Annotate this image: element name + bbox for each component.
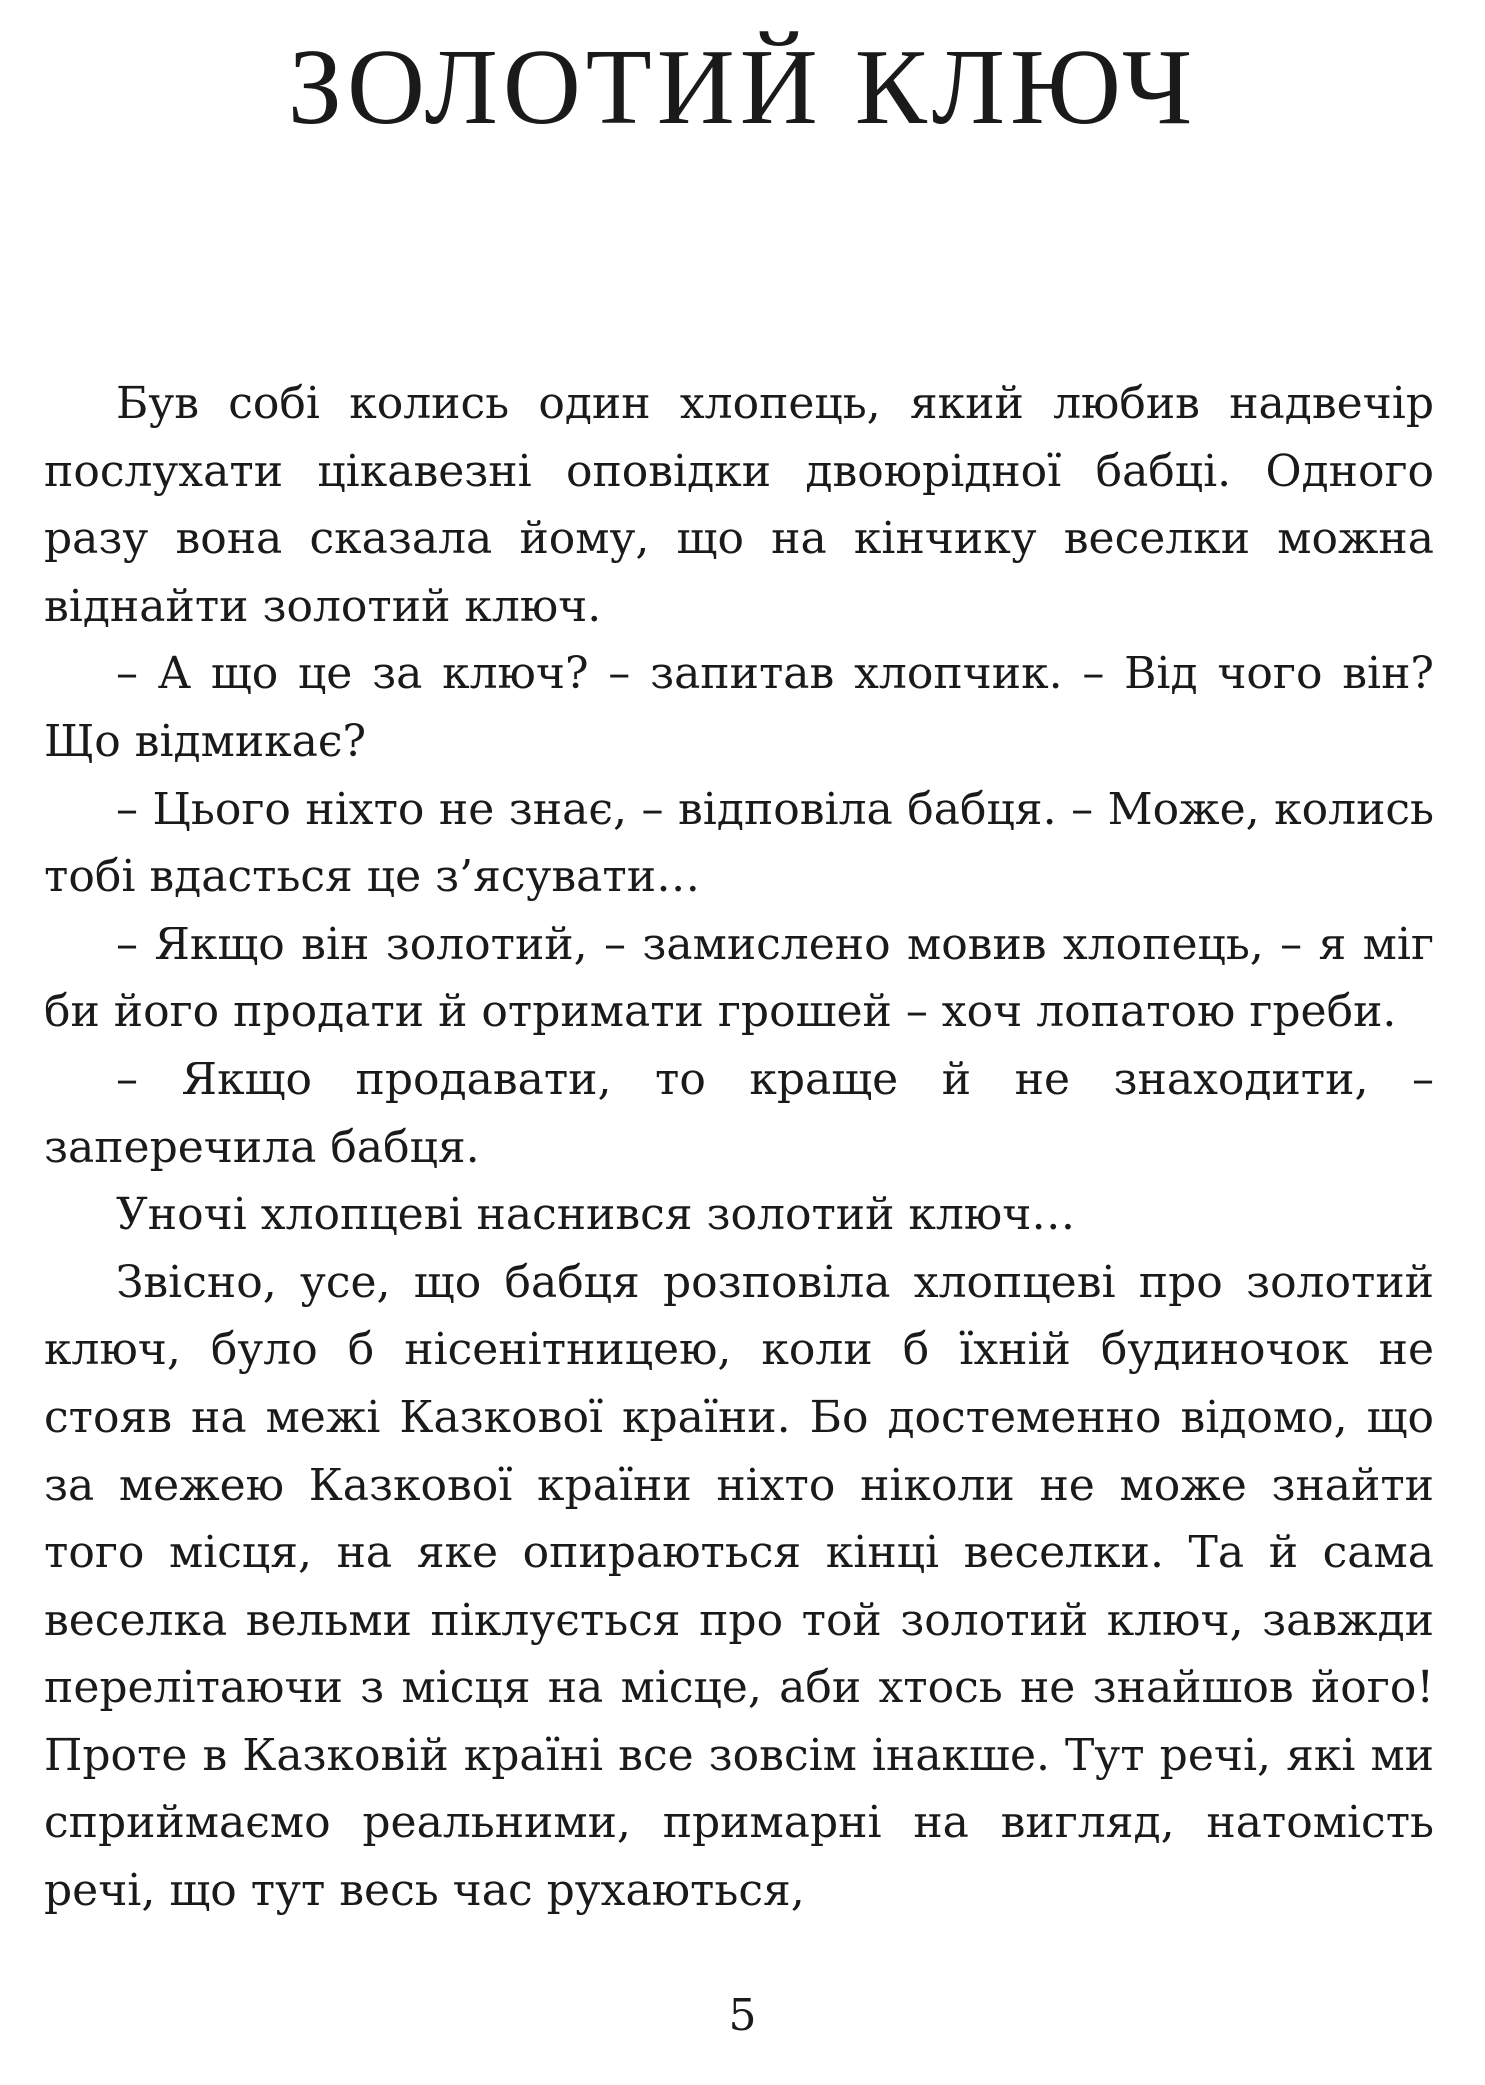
paragraph: – Якщо він золотий, – замислено мовив хлопець, – я міг би його продати й отримати грошей – хоч лопатою греби.	[44, 918, 1434, 1038]
paragraph: – Якщо продавати, то краще й не знаходити, – заперечила бабця.	[44, 1053, 1434, 1173]
chapter-title: ЗОЛОТИЙ КЛЮЧ	[287, 28, 1198, 147]
paragraph: – Цього ніхто не знає, – відповіла бабця. – Може, колись тобі вдасться це з’ясувати…	[44, 783, 1434, 903]
paragraph: – А що це за ключ? – запитав хлопчик. – Від чого він? Що відмикає?	[44, 648, 1434, 767]
paragraph: Звісно, усе, що бабця розповіла хлопцеві про золотий ключ, було б нісенітницею, коли б їхній будиночок не стояв на межі Казкової країни. Бо достеменно відомо, що за межею Казкової країни ніхто ніколи не може знайти того місця, на яке опираються кінці веселки. Та й сама веселка вельми піклується про той золотий ключ, завжди перелітаючи з місця на місце, аби хтось не знайшов його! Проте в Казковій країні все зовсім інакше. Тут речі, які ми сприймаємо реальними, примарні на вигляд, натомість речі, що тут весь час рухаються,	[44, 1256, 1434, 1917]
chapter-body	[44, 370, 1434, 1925]
paragraph: Був собі колись один хлопець, який любив надвечір послухати цікавезні оповідки двоюрідної бабці. Одного разу вона сказала йому, що на кінчику веселки можна віднайти золотий ключ.	[44, 378, 1434, 632]
paragraph: Уночі хлопцеві наснився золотий ключ…	[116, 1189, 1076, 1241]
page-number: 5	[728, 1990, 757, 2041]
